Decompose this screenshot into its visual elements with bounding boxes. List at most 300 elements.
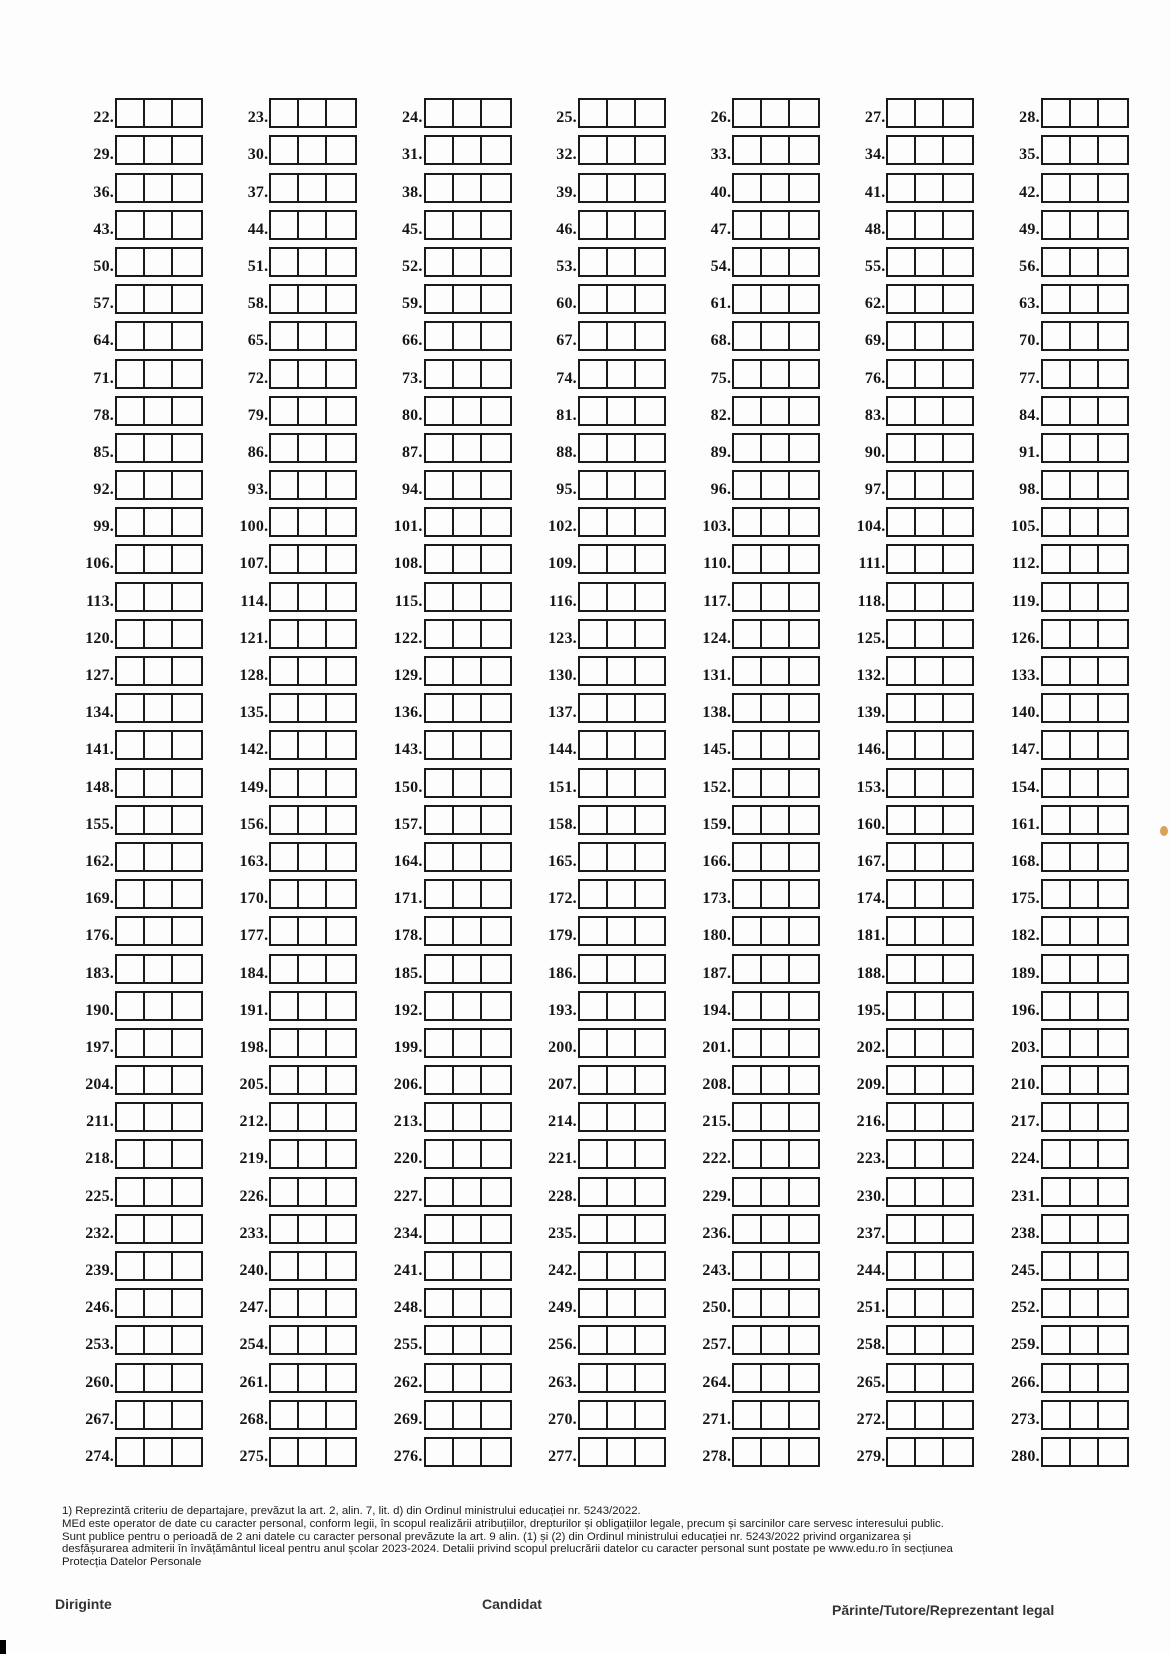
answer-box[interactable] [454,1141,482,1167]
answer-box[interactable] [762,1290,790,1316]
answer-box[interactable] [117,1104,145,1130]
answer-box[interactable] [916,621,944,647]
answer-box[interactable] [117,323,145,349]
answer-box[interactable] [482,361,510,387]
answer-box[interactable] [173,881,201,907]
answer-box[interactable] [1099,249,1127,275]
answer-box[interactable] [608,472,636,498]
answer-box[interactable] [608,1253,636,1279]
answer-box[interactable] [916,546,944,572]
answer-box[interactable] [117,249,145,275]
answer-box[interactable] [1099,1253,1127,1279]
answer-box[interactable] [1071,732,1099,758]
answer-box[interactable] [580,1253,608,1279]
answer-box[interactable] [580,1402,608,1428]
answer-box[interactable] [1071,1402,1099,1428]
answer-box[interactable] [271,732,299,758]
answer-box[interactable] [145,584,173,610]
answer-box[interactable] [145,1030,173,1056]
answer-box[interactable] [1043,361,1071,387]
answer-box[interactable] [299,1253,327,1279]
answer-box[interactable] [271,546,299,572]
answer-box[interactable] [327,732,355,758]
answer-box[interactable] [944,956,972,982]
answer-box[interactable] [145,918,173,944]
answer-box[interactable] [888,1141,916,1167]
answer-box[interactable] [636,1365,664,1391]
answer-box[interactable] [426,881,454,907]
answer-box[interactable] [299,844,327,870]
answer-box[interactable] [1099,100,1127,126]
answer-box[interactable] [173,1402,201,1428]
answer-box[interactable] [327,212,355,238]
answer-box[interactable] [117,621,145,647]
answer-box[interactable] [1099,137,1127,163]
answer-box[interactable] [173,695,201,721]
answer-box[interactable] [1071,509,1099,535]
answer-box[interactable] [888,658,916,684]
answer-box[interactable] [944,323,972,349]
answer-box[interactable] [916,1402,944,1428]
answer-box[interactable] [482,1141,510,1167]
answer-box[interactable] [1071,1439,1099,1465]
answer-box[interactable] [580,881,608,907]
answer-box[interactable] [454,212,482,238]
answer-box[interactable] [271,956,299,982]
answer-box[interactable] [916,472,944,498]
answer-box[interactable] [145,137,173,163]
answer-box[interactable] [888,956,916,982]
answer-box[interactable] [734,1290,762,1316]
answer-box[interactable] [888,137,916,163]
answer-box[interactable] [790,993,818,1019]
answer-box[interactable] [173,286,201,312]
answer-box[interactable] [734,472,762,498]
answer-box[interactable] [608,1030,636,1056]
answer-box[interactable] [1043,881,1071,907]
answer-box[interactable] [117,658,145,684]
answer-box[interactable] [762,137,790,163]
answer-box[interactable] [173,1365,201,1391]
answer-box[interactable] [299,472,327,498]
answer-box[interactable] [1071,175,1099,201]
answer-box[interactable] [580,100,608,126]
answer-box[interactable] [762,1216,790,1242]
answer-box[interactable] [790,695,818,721]
answer-box[interactable] [1071,658,1099,684]
answer-box[interactable] [454,1067,482,1093]
answer-box[interactable] [1099,695,1127,721]
answer-box[interactable] [145,695,173,721]
answer-box[interactable] [1043,100,1071,126]
answer-box[interactable] [916,137,944,163]
answer-box[interactable] [482,1216,510,1242]
answer-box[interactable] [762,1365,790,1391]
answer-box[interactable] [173,100,201,126]
answer-box[interactable] [790,807,818,833]
answer-box[interactable] [762,472,790,498]
answer-box[interactable] [454,1327,482,1353]
answer-box[interactable] [734,1253,762,1279]
answer-box[interactable] [145,1365,173,1391]
answer-box[interactable] [734,1365,762,1391]
answer-box[interactable] [734,807,762,833]
answer-box[interactable] [762,695,790,721]
answer-box[interactable] [1099,881,1127,907]
answer-box[interactable] [580,212,608,238]
answer-box[interactable] [734,137,762,163]
answer-box[interactable] [734,100,762,126]
answer-box[interactable] [916,509,944,535]
answer-box[interactable] [327,584,355,610]
answer-box[interactable] [271,918,299,944]
answer-box[interactable] [916,956,944,982]
answer-box[interactable] [762,175,790,201]
answer-box[interactable] [1099,993,1127,1019]
answer-box[interactable] [580,286,608,312]
answer-box[interactable] [271,435,299,461]
answer-box[interactable] [426,1067,454,1093]
answer-box[interactable] [426,1327,454,1353]
answer-box[interactable] [454,658,482,684]
answer-box[interactable] [1043,993,1071,1019]
answer-box[interactable] [888,1402,916,1428]
answer-box[interactable] [1099,546,1127,572]
answer-box[interactable] [734,844,762,870]
answer-box[interactable] [636,100,664,126]
answer-box[interactable] [173,1327,201,1353]
answer-box[interactable] [426,212,454,238]
answer-box[interactable] [580,1030,608,1056]
answer-box[interactable] [790,1030,818,1056]
answer-box[interactable] [482,546,510,572]
answer-box[interactable] [734,435,762,461]
answer-box[interactable] [916,212,944,238]
answer-box[interactable] [762,584,790,610]
answer-box[interactable] [916,1030,944,1056]
answer-box[interactable] [145,249,173,275]
answer-box[interactable] [426,286,454,312]
answer-box[interactable] [327,323,355,349]
answer-box[interactable] [426,100,454,126]
answer-box[interactable] [145,993,173,1019]
answer-box[interactable] [482,918,510,944]
answer-box[interactable] [1099,323,1127,349]
answer-box[interactable] [454,100,482,126]
answer-box[interactable] [580,807,608,833]
answer-box[interactable] [1071,1253,1099,1279]
answer-box[interactable] [454,1402,482,1428]
answer-box[interactable] [117,286,145,312]
answer-box[interactable] [762,844,790,870]
answer-box[interactable] [636,1402,664,1428]
answer-box[interactable] [790,509,818,535]
answer-box[interactable] [636,1439,664,1465]
answer-box[interactable] [608,546,636,572]
answer-box[interactable] [482,509,510,535]
answer-box[interactable] [299,1067,327,1093]
answer-box[interactable] [327,361,355,387]
answer-box[interactable] [944,1216,972,1242]
answer-box[interactable] [608,770,636,796]
answer-box[interactable] [1099,732,1127,758]
answer-box[interactable] [482,770,510,796]
answer-box[interactable] [944,584,972,610]
answer-box[interactable] [454,584,482,610]
answer-box[interactable] [944,1030,972,1056]
answer-box[interactable] [608,398,636,424]
answer-box[interactable] [734,695,762,721]
answer-box[interactable] [608,509,636,535]
answer-box[interactable] [790,732,818,758]
answer-box[interactable] [580,956,608,982]
answer-box[interactable] [734,546,762,572]
answer-box[interactable] [944,993,972,1019]
answer-box[interactable] [944,286,972,312]
answer-box[interactable] [636,956,664,982]
answer-box[interactable] [636,807,664,833]
answer-box[interactable] [1071,137,1099,163]
answer-box[interactable] [173,1216,201,1242]
answer-box[interactable] [1099,1290,1127,1316]
answer-box[interactable] [145,1179,173,1205]
answer-box[interactable] [454,1365,482,1391]
answer-box[interactable] [454,956,482,982]
answer-box[interactable] [426,1439,454,1465]
answer-box[interactable] [482,435,510,461]
answer-box[interactable] [117,1290,145,1316]
answer-box[interactable] [1099,1104,1127,1130]
answer-box[interactable] [1071,1216,1099,1242]
answer-box[interactable] [762,212,790,238]
answer-box[interactable] [1099,918,1127,944]
answer-box[interactable] [482,1290,510,1316]
answer-box[interactable] [327,1365,355,1391]
answer-box[interactable] [117,472,145,498]
answer-box[interactable] [888,1030,916,1056]
answer-box[interactable] [299,137,327,163]
answer-box[interactable] [1043,732,1071,758]
answer-box[interactable] [271,1141,299,1167]
answer-box[interactable] [762,249,790,275]
answer-box[interactable] [145,100,173,126]
answer-box[interactable] [790,175,818,201]
answer-box[interactable] [482,100,510,126]
answer-box[interactable] [145,472,173,498]
answer-box[interactable] [888,1253,916,1279]
answer-box[interactable] [327,881,355,907]
answer-box[interactable] [271,509,299,535]
answer-box[interactable] [454,175,482,201]
answer-box[interactable] [608,807,636,833]
answer-box[interactable] [327,1141,355,1167]
answer-box[interactable] [762,435,790,461]
answer-box[interactable] [327,398,355,424]
answer-box[interactable] [1071,584,1099,610]
answer-box[interactable] [1043,1216,1071,1242]
answer-box[interactable] [636,770,664,796]
answer-box[interactable] [762,509,790,535]
answer-box[interactable] [734,1141,762,1167]
answer-box[interactable] [944,1179,972,1205]
answer-box[interactable] [580,509,608,535]
answer-box[interactable] [145,1439,173,1465]
answer-box[interactable] [299,807,327,833]
answer-box[interactable] [327,1179,355,1205]
answer-box[interactable] [790,286,818,312]
answer-box[interactable] [426,1216,454,1242]
answer-box[interactable] [790,361,818,387]
answer-box[interactable] [271,1104,299,1130]
answer-box[interactable] [454,323,482,349]
answer-box[interactable] [454,137,482,163]
answer-box[interactable] [145,1216,173,1242]
answer-box[interactable] [734,732,762,758]
answer-box[interactable] [117,1030,145,1056]
answer-box[interactable] [271,807,299,833]
answer-box[interactable] [580,993,608,1019]
answer-box[interactable] [790,323,818,349]
answer-box[interactable] [1071,1104,1099,1130]
answer-box[interactable] [117,1141,145,1167]
answer-box[interactable] [145,1104,173,1130]
answer-box[interactable] [790,249,818,275]
answer-box[interactable] [790,435,818,461]
answer-box[interactable] [117,175,145,201]
answer-box[interactable] [1043,584,1071,610]
answer-box[interactable] [580,584,608,610]
answer-box[interactable] [608,249,636,275]
answer-box[interactable] [762,918,790,944]
answer-box[interactable] [173,398,201,424]
answer-box[interactable] [888,1290,916,1316]
answer-box[interactable] [454,509,482,535]
answer-box[interactable] [327,993,355,1019]
answer-box[interactable] [636,1067,664,1093]
answer-box[interactable] [888,807,916,833]
answer-box[interactable] [580,249,608,275]
answer-box[interactable] [271,844,299,870]
answer-box[interactable] [173,212,201,238]
answer-box[interactable] [299,621,327,647]
answer-box[interactable] [454,1290,482,1316]
answer-box[interactable] [299,398,327,424]
answer-box[interactable] [271,1067,299,1093]
answer-box[interactable] [299,1327,327,1353]
answer-box[interactable] [1099,1067,1127,1093]
answer-box[interactable] [790,1104,818,1130]
answer-box[interactable] [145,732,173,758]
answer-box[interactable] [271,1402,299,1428]
answer-box[interactable] [734,956,762,982]
answer-box[interactable] [1099,770,1127,796]
answer-box[interactable] [1099,286,1127,312]
answer-box[interactable] [145,435,173,461]
answer-box[interactable] [327,1067,355,1093]
answer-box[interactable] [636,1104,664,1130]
answer-box[interactable] [916,918,944,944]
answer-box[interactable] [888,509,916,535]
answer-box[interactable] [454,621,482,647]
answer-box[interactable] [299,249,327,275]
answer-box[interactable] [299,993,327,1019]
answer-box[interactable] [454,844,482,870]
answer-box[interactable] [1043,1439,1071,1465]
answer-box[interactable] [580,435,608,461]
answer-box[interactable] [790,1067,818,1093]
answer-box[interactable] [327,807,355,833]
answer-box[interactable] [1071,1290,1099,1316]
answer-box[interactable] [916,1439,944,1465]
answer-box[interactable] [1043,1104,1071,1130]
answer-box[interactable] [790,770,818,796]
answer-box[interactable] [790,1365,818,1391]
answer-box[interactable] [271,584,299,610]
answer-box[interactable] [426,1030,454,1056]
answer-box[interactable] [426,1365,454,1391]
answer-box[interactable] [299,509,327,535]
answer-box[interactable] [916,658,944,684]
answer-box[interactable] [734,918,762,944]
answer-box[interactable] [145,509,173,535]
answer-box[interactable] [145,658,173,684]
answer-box[interactable] [327,1030,355,1056]
answer-box[interactable] [944,212,972,238]
answer-box[interactable] [734,175,762,201]
answer-box[interactable] [888,732,916,758]
answer-box[interactable] [888,1439,916,1465]
answer-box[interactable] [762,100,790,126]
answer-box[interactable] [734,286,762,312]
answer-box[interactable] [173,1067,201,1093]
answer-box[interactable] [271,1327,299,1353]
answer-box[interactable] [608,1365,636,1391]
answer-box[interactable] [916,1067,944,1093]
answer-box[interactable] [299,1030,327,1056]
answer-box[interactable] [482,249,510,275]
answer-box[interactable] [580,1104,608,1130]
answer-box[interactable] [454,1253,482,1279]
answer-box[interactable] [117,918,145,944]
answer-box[interactable] [1043,398,1071,424]
answer-box[interactable] [944,249,972,275]
answer-box[interactable] [173,1141,201,1167]
answer-box[interactable] [944,732,972,758]
answer-box[interactable] [426,993,454,1019]
answer-box[interactable] [145,1253,173,1279]
answer-box[interactable] [327,546,355,572]
answer-box[interactable] [271,361,299,387]
answer-box[interactable] [117,361,145,387]
answer-box[interactable] [117,212,145,238]
answer-box[interactable] [482,881,510,907]
answer-box[interactable] [762,1030,790,1056]
answer-box[interactable] [454,546,482,572]
answer-box[interactable] [734,398,762,424]
answer-box[interactable] [580,137,608,163]
answer-box[interactable] [299,1104,327,1130]
answer-box[interactable] [454,435,482,461]
answer-box[interactable] [1071,361,1099,387]
answer-box[interactable] [299,361,327,387]
answer-box[interactable] [327,100,355,126]
answer-box[interactable] [117,1439,145,1465]
answer-box[interactable] [734,993,762,1019]
answer-box[interactable] [580,844,608,870]
answer-box[interactable] [117,1402,145,1428]
answer-box[interactable] [1099,1030,1127,1056]
answer-box[interactable] [1071,435,1099,461]
